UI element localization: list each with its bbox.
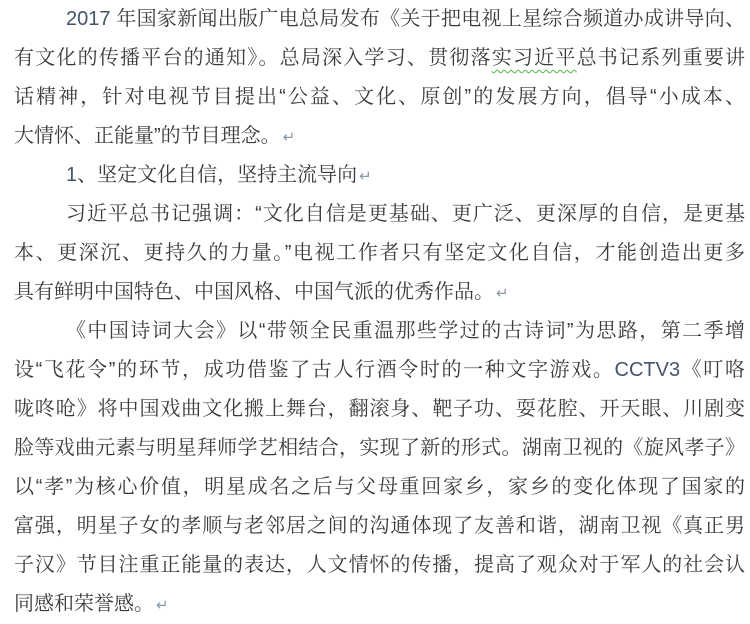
text-line <box>14 507 745 546</box>
text-run: 本、更深沉、更持久的力量。”电视工作者只有坚定文化自信，才能创造出更多 <box>14 242 745 264</box>
accent-text: 1 <box>66 164 78 186</box>
text-line <box>14 312 745 351</box>
text-line <box>14 429 745 468</box>
text-line <box>14 546 745 585</box>
text-run: 以“孝”为核心价值，明星成名之后与父母重回家乡，家乡的变化体现了国家的 <box>14 476 745 498</box>
text-run: 脸等戏曲元素与明星拜师学艺相结合，实现了新的形式。湖南卫视的《旋风孝子》 <box>14 437 745 459</box>
text-run: 习近平总书记强调：“文化自信是更基础、更广泛、更深厚的自信，是更基 <box>66 203 745 225</box>
text-line <box>14 156 745 195</box>
paragraph-mark-icon: ↵ <box>496 284 509 302</box>
text-run: 总书记系列重要讲 <box>576 47 746 69</box>
text-run: 《中国诗词大会》以“带领全民重温那些学过的古诗词”为思路，第二季增 <box>66 320 745 342</box>
text-line <box>14 39 745 78</box>
text-run: 大情怀、正能量”的节目理念。 <box>14 125 281 147</box>
text-run: 咙咚呛》将中国戏曲文化搬上舞台，翻滚身、靶子功、耍花腔、开天眼、川剧变 <box>14 398 745 420</box>
text-run: 年国家新闻出版广电总局发布《关于把电视上星综合频道办成讲导向、 <box>116 8 745 30</box>
text-run: 子汉》节目注重正能量的表达，人文情怀的传播，提高了观众对于军人的社会认 <box>14 554 745 576</box>
text-line <box>14 585 745 624</box>
text-line <box>14 390 745 429</box>
text-run: 、坚定文化自信，坚持主流导向 <box>77 164 358 186</box>
text-run: 设“飞花令”的环节，成功借鉴了古人行酒令时的一种文字游戏。 <box>14 359 615 381</box>
text-run: 同感和荣誉感。 <box>14 593 154 615</box>
accent-text: 2017 <box>66 8 117 30</box>
text-run: 有文化的传播平台的通知》。总局深入学习、贯彻落 <box>14 47 492 69</box>
text-line <box>14 351 745 390</box>
text-line <box>14 78 745 117</box>
text-line <box>14 117 745 156</box>
text-line <box>14 0 745 39</box>
text-run: 《叮咯 <box>680 359 745 381</box>
text-line <box>14 195 745 234</box>
paragraph-mark-icon: ↵ <box>282 128 296 146</box>
text-line <box>14 273 745 312</box>
text-run: 富强，明星子女的孝顺与老邻居之间的沟通体现了友善和谐，湖南卫视《真正男 <box>14 515 745 537</box>
paragraph-mark-icon: ↵ <box>156 596 169 614</box>
paragraph-mark-icon: ↵ <box>359 167 372 185</box>
accent-text: CCTV3 <box>614 359 681 381</box>
grammar-underline-text: 实习近平 <box>491 47 577 69</box>
text-line <box>14 468 745 507</box>
text-run: 具有鲜明中国特色、中国风格、中国气派的优秀作品。 <box>14 281 494 303</box>
text-run: 话精神，针对电视节目提出“公益、文化、原创”的发展方向，倡导“小成本、 <box>14 86 745 108</box>
text-line <box>14 234 745 273</box>
